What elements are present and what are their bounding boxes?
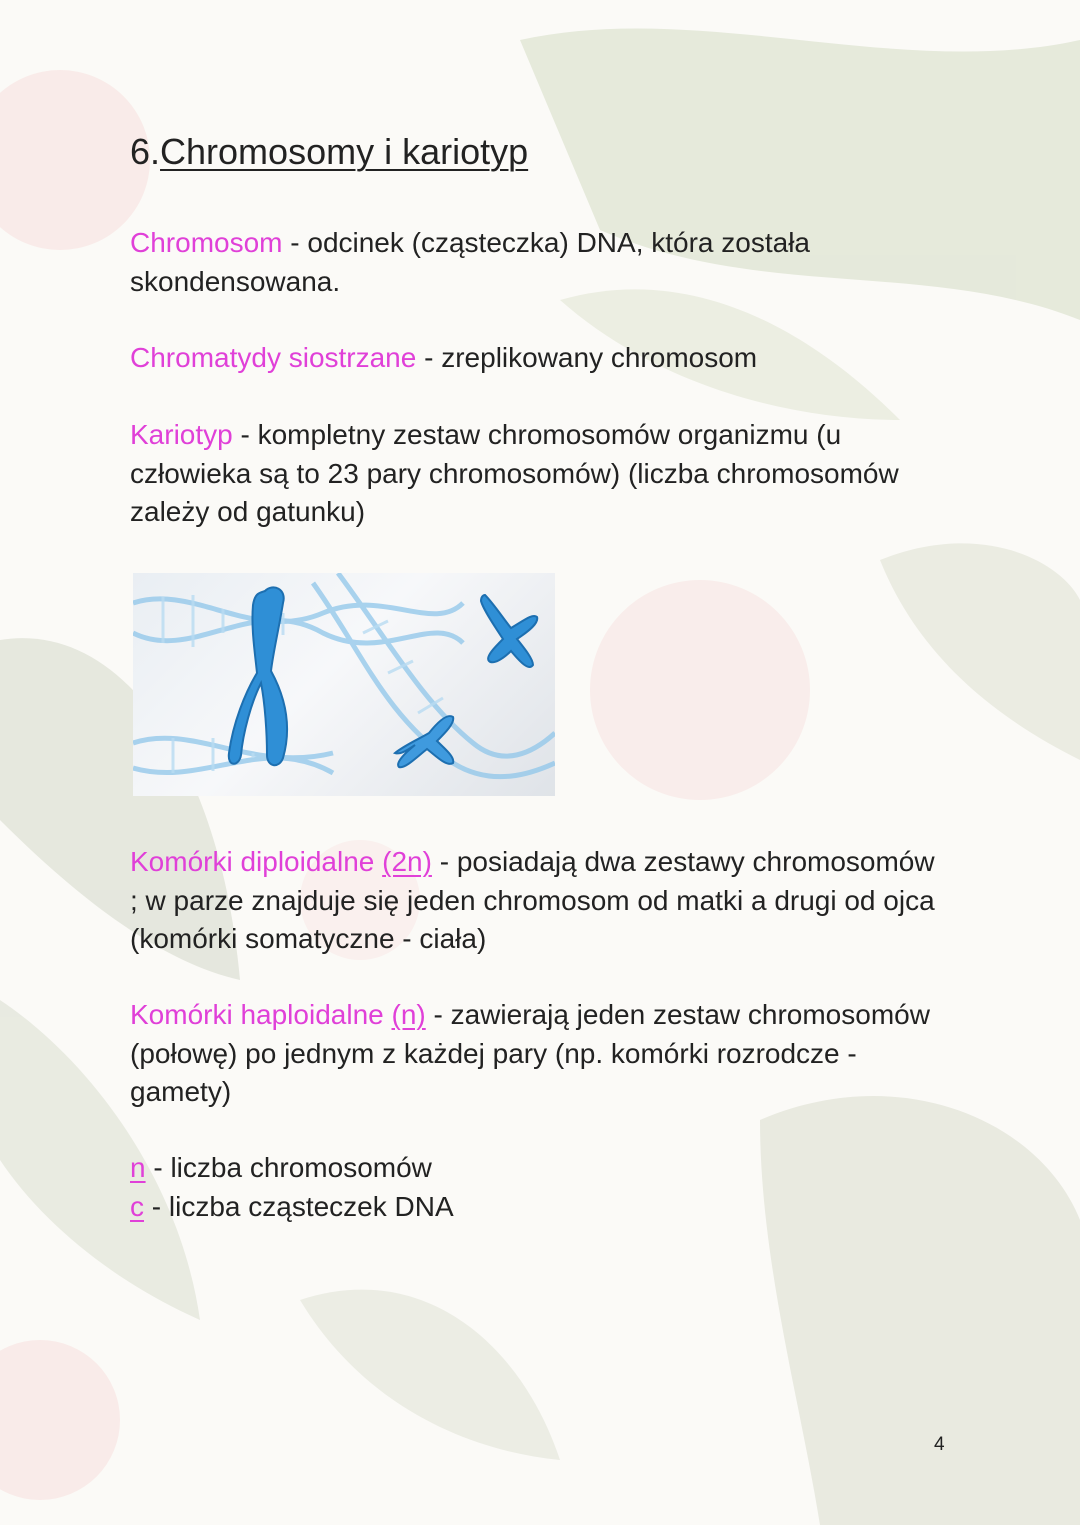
chromosome-illustration — [133, 573, 555, 796]
heading-text: Chromosomy i kariotyp — [160, 131, 529, 172]
definition-symbol: (2n) — [382, 846, 432, 877]
heading-number: 6. — [130, 131, 161, 172]
legend-text: - liczba chromosomów — [145, 1152, 432, 1183]
definition-text: - posiadają dwa zestawy chromosomów ; w parze znajduje się jeden chromosom od matki a drugi od ojca (komórki somatyczne - ciała) — [130, 846, 935, 954]
definition-term: Chromatydy siostrzane — [130, 342, 417, 373]
definition-term: Chromosom — [130, 227, 283, 258]
definition-text: - zreplikowany chromosom — [416, 342, 758, 373]
legend-text: - liczba cząsteczek DNA — [144, 1191, 454, 1222]
legend-n — [130, 1149, 950, 1188]
definition-haploidalne — [130, 996, 950, 1112]
definition-symbol: (n) — [391, 999, 426, 1030]
legend-c — [130, 1188, 950, 1227]
definition-diploidalne — [130, 843, 950, 959]
definition-text: - zawierają jeden zestaw chromosomów (połowę) po jednym z każdej pary (np. komórki rozrodcze - gamety) — [130, 999, 930, 1107]
definition-text: - kompletny zestaw chromosomów organizmu (u człowieka są to 23 pary chromosomów) (liczba chromosomów zależy od gatunku) — [130, 419, 899, 527]
legend-symbol: n — [130, 1152, 146, 1183]
definition-text: - odcinek (cząsteczka) DNA, która została skondensowana. — [130, 227, 810, 297]
page-number: 4 — [934, 1434, 945, 1455]
definition-kariotyp — [130, 416, 950, 532]
definition-chromatydy — [130, 339, 950, 378]
definition-term: Komórki diploidalne — [130, 846, 375, 877]
legend-symbol: c — [130, 1191, 144, 1222]
definition-term: Kariotyp — [130, 419, 233, 450]
definition-term: Komórki haploidalne — [130, 999, 384, 1030]
section-heading — [130, 128, 528, 176]
definition-chromosom — [130, 224, 950, 301]
